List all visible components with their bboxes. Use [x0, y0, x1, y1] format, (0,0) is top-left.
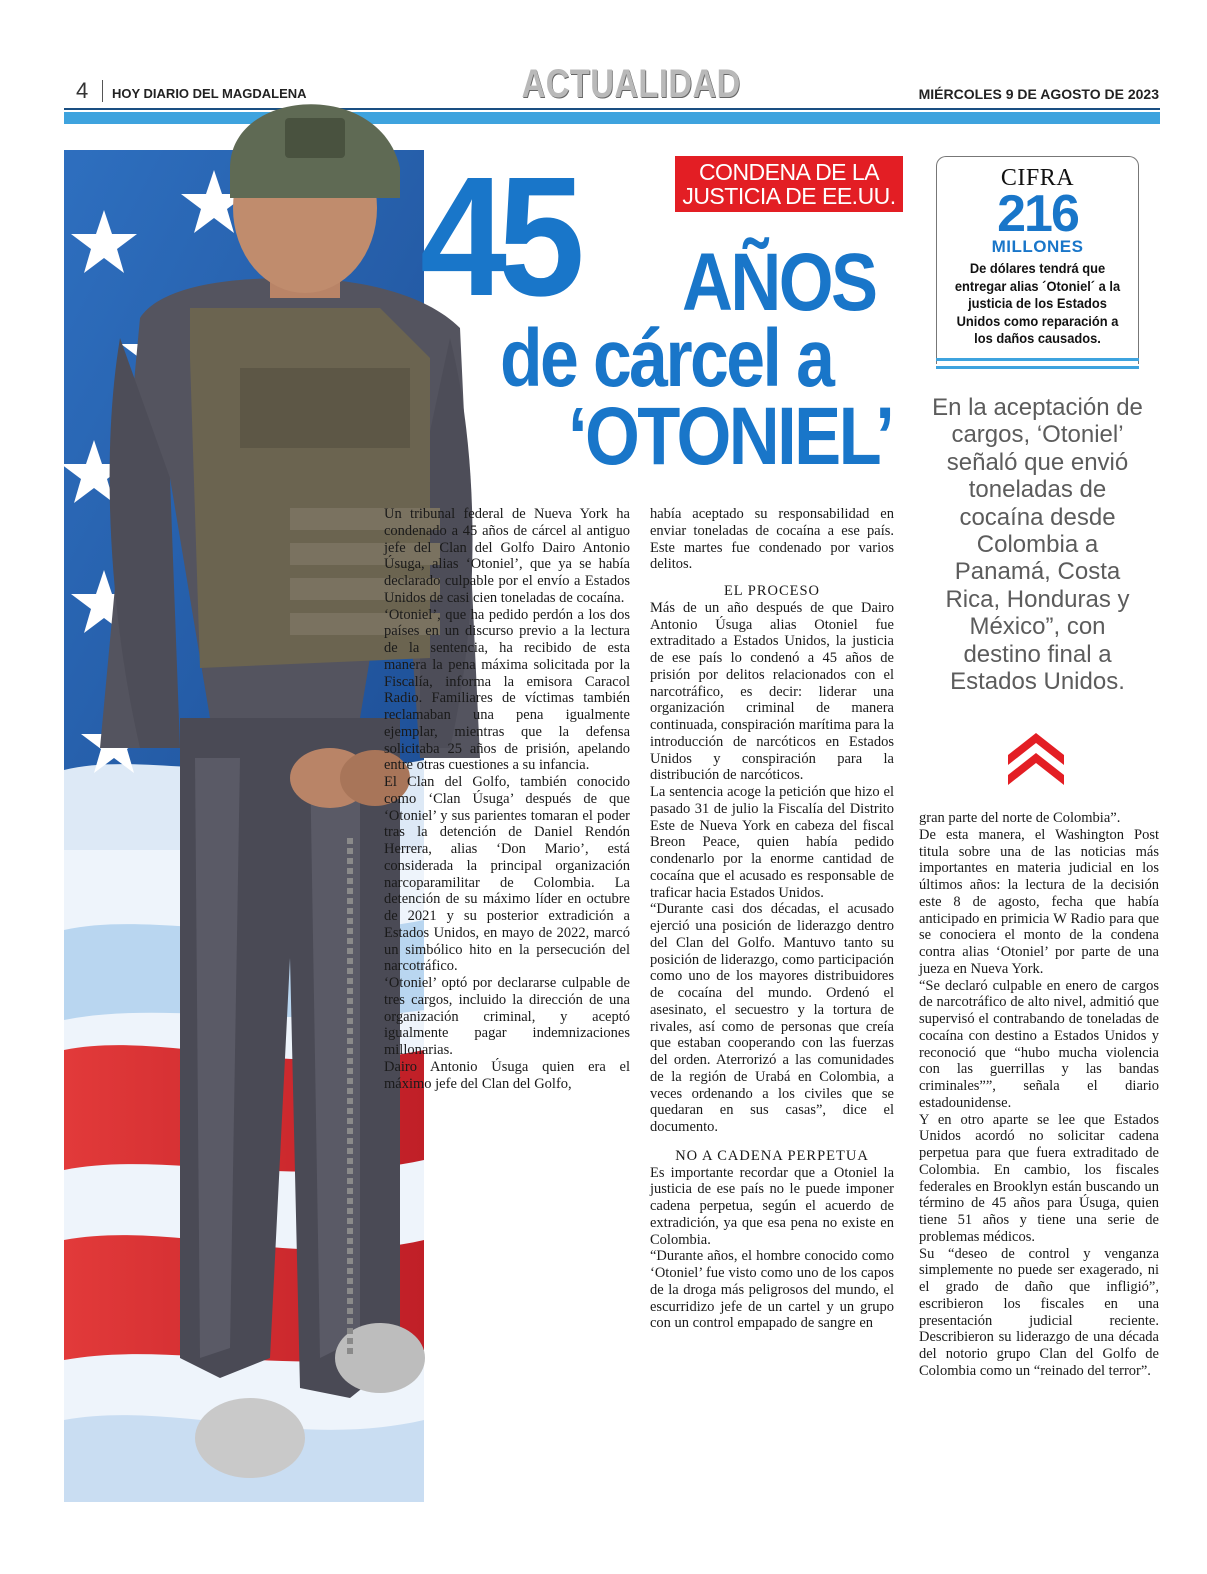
cifra-rule [936, 366, 1139, 369]
article-paragraph: Más de un año después de que Dairo Antonio Úsuga alias Otoniel fue extraditado a Estados Unidos, la justicia de ese país lo condenó a 45 años de prisión por delitos relacionados con el narcotráfico, es decir: liderar una organización criminal de manera continuada, conspiración marítima para la introducción de narcóticos en Estados Unidos y conspiración para la distribución de narcóticos. [650, 599, 894, 784]
article-paragraph: ‘Otoniel’ optó por declararse culpable de tres cargos, incluido la dirección de una organización criminal, y aceptó igualmente pagar indemnizaciones millonarias. [384, 975, 630, 1058]
article-paragraph: De esta manera, el Washington Post titula sobre una de las noticias más importantes en materia judicial en los últimos años: la lectura de la decisión este 8 de agosto, fecha que había anticipado en primicia W Radio para que se conociera el monto de la condena contra alias ‘Otoniel’ por parte de una jueza en Nueva York. [919, 826, 1159, 977]
article-column-1 [384, 506, 630, 1092]
subheading-el-proceso: EL PROCESO [723, 583, 821, 599]
cifra-unit: MILLONES [991, 237, 1084, 256]
article-paragraph: gran parte del norte de Colombia”. [919, 810, 1121, 826]
article-paragraph: Su “deseo de control y venganza simplemente no puede ser exagerado, ni el grado de daño que infligió”, escribieron los fiscales en una presentación judicial reciente. Describieron su liderazgo de una década del notorio grupo Clan del Golfo de Colombia como un “reinado del terror”. [919, 1245, 1159, 1379]
headline-number: 45 [420, 142, 576, 332]
article-column-3 [919, 810, 1159, 1380]
article-paragraph: ‘Otoniel’, que ha pedido perdón a los dos países en un discurso previo a la lectura de la sentencia, ha recibido de esta manera la pena máxima solicitada por la Fiscalía, informa la emisora Caracol Radio. Familiares de víctimas también reclamaban una pena igualmente ejemplar, mientras que la defensa solicitaba 25 años de prisión, apelando entre otras cuestiones a su infancia. [384, 606, 630, 774]
headline-line-3: ‘OTONIEL’ [568, 391, 893, 482]
article-paragraph: “Se declaró culpable en enero de cargos de narcotráfico de alto nivel, admitió que supervisó el contrabando de toneladas de cocaína con destino a Estados Unidos y reconoció que “hubo mucha violencia con las guerrillas y las bandas criminales””, señala el diario estadounidense. [919, 977, 1159, 1111]
article-paragraph: había aceptado su responsabilidad en enviar toneladas de cocaína a ese país. Este martes fue condenado por varios delitos. [650, 506, 894, 573]
article-paragraph: Es importante recordar que a Otoniel la justicia de ese país no le puede imponer cadena perpetua, según el acuerdo de extradición, ya que esa pena no existe en Colombia. [650, 1164, 894, 1248]
issue-date: MIÉRCOLES 9 DE AGOSTO DE 2023 [918, 86, 1159, 102]
double-chevron-up-icon [1008, 733, 1064, 785]
headline-line-1: AÑOS [682, 237, 876, 328]
article-paragraph: “Durante casi dos décadas, el acusado ejerció una posición de liderazgo dentro del Clan del Golfo. Mantuvo tanto su posición de liderazgo, como participación como uno de los mayores distribuidores de cocaína del mundo. Ordenó el asesinato, el secuestro y la tortura de rivales, así como de personas que creía que estaban cooperando con las fuerzas del orden. Aterrorizó a las comunidades de la región de Urabá en Colombia, a veces ordenando a los civiles que se quedaran en sus casas”, dice el documento. [650, 901, 894, 1135]
article-paragraph: El Clan del Golfo, también conocido como ‘Clan Úsuga’ después de que ‘Otoniel’ y sus parientes tomaran el poder tras la detención de Daniel Rendón Herrera, alias ‘Don Mario’, está considerada la principal organización narcoparamilitar de Colombia. La detención de su máximo líder en octubre de 2021 y su posterior extradición a Estados Unidos, en mayo de 2022, marcó un simbólico hito en la persecución del narcotráfico. [384, 774, 630, 975]
kicker-line-2: JUSTICIA DE EE.UU. [682, 183, 896, 209]
page-number: 4 [76, 78, 89, 103]
kicker-label [675, 156, 903, 212]
cifra-label: CIFRA [1000, 165, 1075, 191]
publication-name: HOY DIARIO DEL MAGDALENA [112, 86, 307, 101]
cifra-text: De dólares tendrá que entregar alias ´Otoniel´ a la justicia de los Estados Unidos como reparación a los daños causados. [954, 260, 1121, 346]
headline-line-2: de cárcel a [500, 313, 833, 404]
section-title: ACTUALIDAD [521, 62, 741, 106]
article-column-2 [650, 506, 894, 1332]
article-paragraph: Un tribunal federal de Nueva York ha condenado a 45 años de cárcel al antiguo jefe del Clan del Golfo Dairo Antonio Úsuga, alias ‘Otoniel’, que ya se había declarado culpable por el envío a Estados Unidos de casi cien toneladas de cocaína. [384, 506, 630, 606]
article-paragraph: “Durante años, el hombre conocido como ‘Otoniel’ fue visto como uno de los capos de la droga más peligrosos del mundo, el escurridizo jefe de un cartel y un grupo con un control empapado de sangre en [650, 1248, 894, 1332]
cifra-rule [936, 358, 1139, 361]
pull-quote: En la aceptación de cargos, ‘Otoniel’ señaló que envió toneladas de cocaína desde Colombia a Panamá, Costa Rica, Honduras y México”, con destino final a Estados Unidos. [932, 394, 1143, 696]
cifra-number: 216 [997, 185, 1078, 243]
subheading-no-a-cadena-perpetua: NO A CADENA PERPETUA [675, 1147, 869, 1164]
kicker-line-1: CONDENA DE LA [698, 159, 880, 185]
article-paragraph: La sentencia acoge la petición que hizo el pasado 31 de julio la Fiscalía del Distrito Este de Nueva York en cabeza del fiscal Breon Peace, quien había pedido condenarlo por la enorme cantidad de cocaína que el acusado es responsable de traficar hacia Estados Unidos. [650, 784, 894, 901]
article-paragraph: Dairo Antonio Úsuga quien era el máximo jefe del Clan del Golfo, [384, 1058, 630, 1092]
article-paragraph: Y en otro aparte se lee que Estados Unidos acordó no solicitar cadena perpetua para que fuera extraditado de Colombia. En cambio, los fiscales federales en Brooklyn están buscando un término de 45 años para Úsuga, quien tiene 51 años y tiene una serie de problemas médicos. [919, 1111, 1159, 1245]
